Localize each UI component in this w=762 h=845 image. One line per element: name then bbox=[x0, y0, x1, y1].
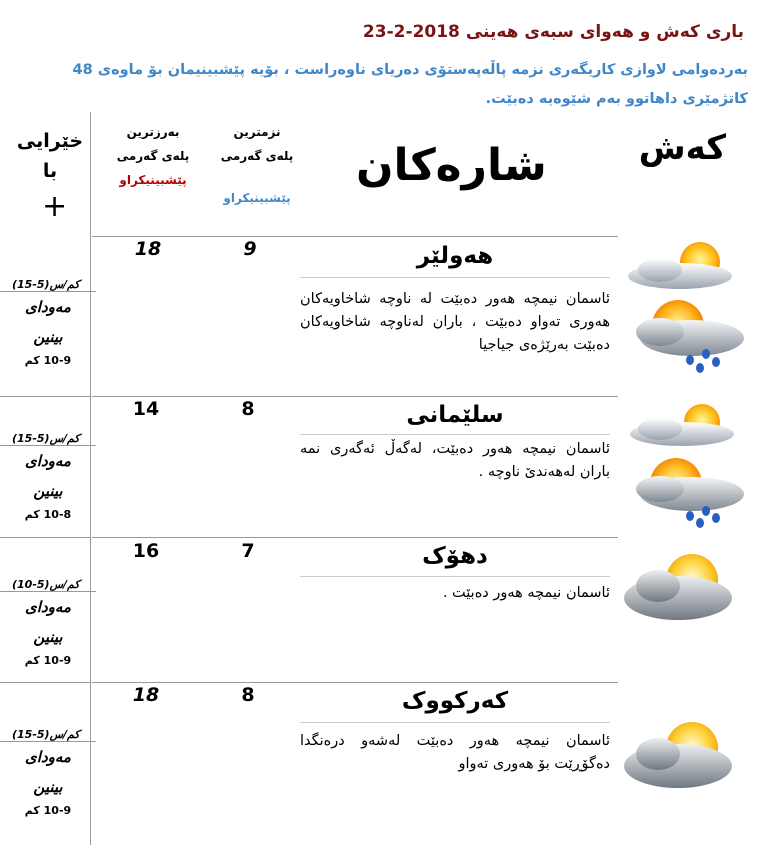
visibility-label: بینین bbox=[33, 482, 63, 500]
city-name: دهۆک bbox=[422, 543, 488, 569]
max-temp-value: 18 bbox=[132, 684, 160, 706]
forecast-description: ئاسمان نیمچە هەور دەبێت لە ناوچە شاخاویەکان هەوری تەواو دەبێت ، باران لەناوچە شاخاویەکان دەبێت بەرێژەی جیاجیا bbox=[300, 291, 610, 353]
weather-column-header: کەش bbox=[638, 128, 726, 168]
sun-rain-cloud-icon bbox=[620, 456, 750, 530]
visibility-label: بینین bbox=[33, 778, 63, 796]
min-temp-column-header bbox=[212, 120, 302, 210]
page-title-text: باری کەش و هەوای سبەی هەینی bbox=[465, 22, 744, 42]
partly-cloudy-icon bbox=[620, 402, 750, 448]
wind-speed-value: (15-5)کم/س bbox=[12, 278, 80, 291]
max-temp-value: 18 bbox=[134, 238, 162, 260]
max-temp-label: بەرزترین bbox=[126, 125, 180, 139]
partly-cloudy-icon bbox=[620, 240, 750, 292]
visibility-label: مەودای bbox=[25, 748, 71, 766]
city-underline bbox=[300, 576, 610, 577]
wind-speed-label: خێرایی bbox=[16, 130, 84, 152]
wind-speed-value: (15-5)کم/س bbox=[12, 432, 80, 445]
page-title bbox=[363, 22, 744, 42]
wind-visibility-cell bbox=[8, 728, 88, 817]
wind-speed-value: (15-5)کم/س bbox=[12, 728, 80, 741]
visibility-value: 10-9 کم bbox=[24, 654, 72, 667]
wind-speed-column-header bbox=[10, 126, 90, 186]
visibility-label: مەودای bbox=[25, 452, 71, 470]
visibility-label: مەودای bbox=[25, 598, 71, 616]
min-temp-label: پلەی گەرمی bbox=[220, 149, 294, 163]
city-underline bbox=[300, 722, 610, 723]
visibility-label: بینین bbox=[33, 628, 63, 646]
sun-cloud-icon bbox=[620, 548, 750, 628]
row-divider bbox=[92, 537, 618, 538]
city-name: کەرکووک bbox=[401, 688, 509, 714]
column-divider bbox=[90, 112, 91, 845]
row-divider bbox=[0, 682, 90, 683]
city-underline bbox=[300, 434, 610, 435]
sun-rain-cloud-icon bbox=[620, 298, 750, 376]
min-temp-predicted-label: پێشبینیکراو bbox=[223, 191, 291, 205]
min-temp-value: 8 bbox=[241, 398, 255, 420]
row-divider bbox=[0, 537, 90, 538]
sun-cloud-icon bbox=[620, 714, 750, 796]
max-temp-predicted-label: پێشبینیکراو bbox=[119, 173, 187, 187]
max-temp-value: 14 bbox=[132, 398, 160, 420]
visibility-label: مەودای bbox=[25, 298, 71, 316]
max-temp-column-header bbox=[107, 120, 199, 192]
cities-column-header: شارەکان bbox=[356, 140, 547, 191]
forecast-description: ئاسمان نیمچە هەور دەبێت . bbox=[442, 585, 610, 601]
max-temp-value: 16 bbox=[132, 540, 160, 562]
visibility-value: 10-9 کم bbox=[24, 354, 72, 367]
city-name: هەولێر bbox=[416, 243, 494, 269]
row-divider bbox=[92, 236, 618, 237]
min-temp-value: 7 bbox=[241, 540, 255, 562]
wind-visibility-cell bbox=[8, 278, 88, 367]
wind-visibility-cell bbox=[8, 432, 88, 521]
wind-speed-value: (10-5)کم/س bbox=[12, 578, 80, 591]
forecast-description: ئاسمان نیمچە هەور دەبێت لەشەو درەنگدا دەگۆڕێت بۆ هەوری تەواو bbox=[300, 733, 610, 772]
wind-visibility-cell bbox=[8, 578, 88, 667]
city-name: سلێمانی bbox=[406, 402, 504, 428]
row-divider bbox=[92, 396, 618, 397]
plus-icon: + bbox=[42, 189, 68, 224]
visibility-value: 10-8 کم bbox=[24, 508, 72, 521]
min-temp-value: 8 bbox=[241, 684, 255, 706]
min-temp-label: نزمترین bbox=[233, 125, 281, 139]
wind-speed-label: با bbox=[42, 160, 58, 182]
row-divider bbox=[0, 396, 90, 397]
forecast-date: 2018-2-23 bbox=[362, 22, 460, 42]
forecast-description: ئاسمان نیمچە هەور دەبێت، لەگەڵ ئەگەری نمە باران لەهەندێ ناوچە . bbox=[300, 441, 610, 480]
visibility-label: بینین bbox=[33, 328, 63, 346]
city-underline bbox=[300, 277, 610, 278]
visibility-value: 10-9 کم bbox=[24, 804, 72, 817]
intro-text: بەردەوامی لاوازی کاریگەری نزمە پاڵەپەستۆی دەریای ناوەراست ، بۆیە پێشبینیمان بۆ ماوەی 48 کاتژمێری داهاتوو بەم شێوەیە دەبێت. bbox=[72, 62, 748, 107]
row-divider bbox=[92, 682, 618, 683]
max-temp-label: پلەی گەرمی bbox=[116, 149, 190, 163]
min-temp-value: 9 bbox=[243, 238, 257, 260]
